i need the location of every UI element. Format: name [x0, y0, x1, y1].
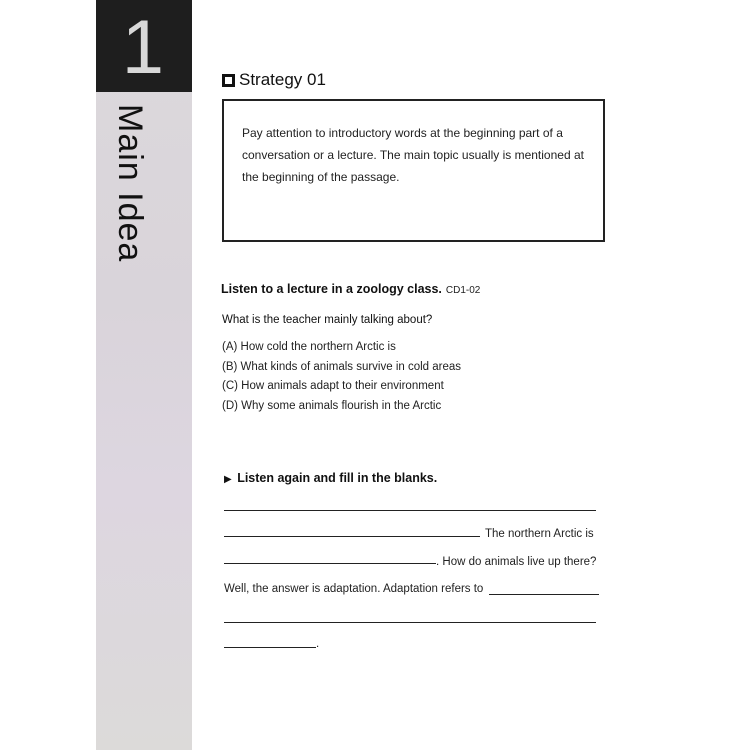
fill-in-heading-text: Listen again and fill in the blanks.: [237, 471, 438, 485]
blank-line-1: [224, 510, 596, 511]
cd-track-label: CD1-02: [445, 285, 481, 296]
square-bullet-icon: [222, 74, 235, 87]
triangle-right-icon: ▶: [224, 474, 232, 485]
blank-line-3: [224, 563, 436, 564]
blank-line-4: [489, 594, 599, 595]
option-b: (B) What kinds of animals survive in cold areas: [222, 360, 462, 373]
instruction-text: Listen to a lecture in a zoology class.: [221, 282, 442, 296]
blank-line-5: [224, 622, 596, 623]
strategy-heading: [222, 70, 326, 90]
fill-text-3: . How do animals live up there?: [436, 556, 597, 568]
blank-line-2: [224, 536, 480, 537]
chapter-number-block: [96, 0, 192, 92]
chapter-number: 1: [121, 5, 164, 90]
strategy-title: Strategy 01: [239, 70, 326, 89]
option-c: (C) How animals adapt to their environment: [222, 380, 444, 392]
strategy-text: Pay attention to introductory words at the beginning part of a conversation or a lecture. The main topic usually is mentioned at the beginning of the passage.: [242, 126, 584, 184]
fill-in-heading: [224, 471, 437, 485]
question-text: What is the teacher mainly talking about?: [222, 314, 433, 326]
option-a: (A) How cold the northern Arctic is: [222, 341, 396, 353]
strategy-box: [222, 99, 605, 242]
exercise-instruction: [221, 282, 480, 296]
fill-text-6: .: [316, 638, 320, 650]
fill-text-4: Well, the answer is adaptation. Adaptation refers to: [224, 583, 484, 595]
blank-line-6: [224, 647, 316, 648]
chapter-title: Main Idea: [111, 104, 149, 263]
option-d: (D) Why some animals flourish in the Arctic: [222, 399, 442, 412]
answer-options: [222, 338, 461, 416]
fill-text-2: The northern Arctic is: [485, 528, 594, 540]
